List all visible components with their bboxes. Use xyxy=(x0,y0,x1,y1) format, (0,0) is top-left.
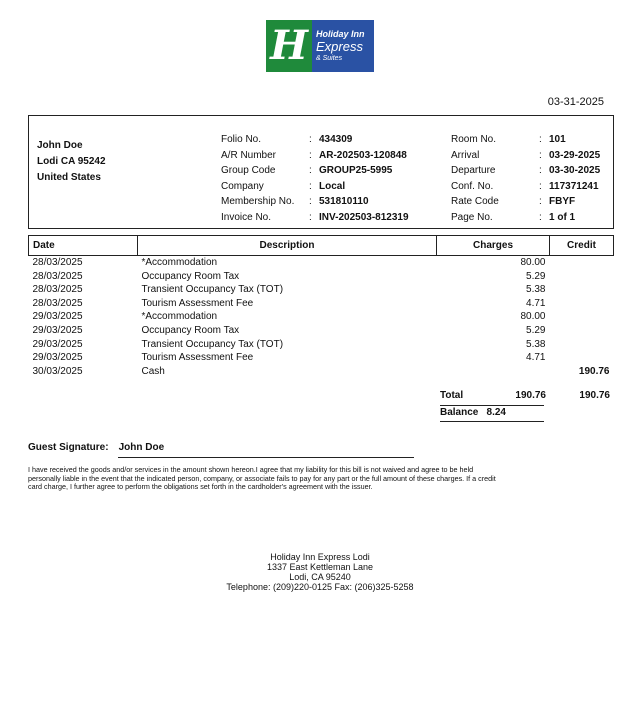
cell-charges: 5.29 xyxy=(526,270,546,282)
field-value: 03-30-2025 xyxy=(549,165,601,177)
table-row xyxy=(29,365,614,379)
balance-divider xyxy=(440,421,544,422)
cell-description: Transient Occupancy Tax (TOT) xyxy=(141,284,284,296)
field-value: 531810110 xyxy=(319,196,369,208)
cell-description: Tourism Assessment Fee xyxy=(141,352,254,364)
cell-date: 29/03/2025 xyxy=(32,352,83,364)
cell-credit xyxy=(550,283,614,297)
field-value: 03-29-2025 xyxy=(549,149,601,161)
hotel-logo xyxy=(266,20,374,72)
cell-credit xyxy=(550,324,614,338)
field-value: INV-202503-812319 xyxy=(319,211,409,223)
cell-charges: 4.71 xyxy=(526,352,546,364)
cell-date: 28/03/2025 xyxy=(32,270,83,282)
field-label: Room No. xyxy=(451,134,497,145)
cell-date: 28/03/2025 xyxy=(32,297,83,309)
cell-date: 29/03/2025 xyxy=(32,338,83,350)
stay-details xyxy=(451,132,600,226)
cell-credit xyxy=(550,351,614,365)
field-value: 434309 xyxy=(319,134,353,145)
cell-credit xyxy=(550,256,614,270)
field-value: 117371241 xyxy=(549,180,599,192)
balance-value: 8.24 xyxy=(486,407,506,418)
field-value: AR-202503-120848 xyxy=(319,149,407,161)
field-value: FBYF xyxy=(549,196,576,208)
cell-charges: 80.00 xyxy=(520,257,546,268)
signature-name: John Doe xyxy=(118,442,165,453)
field-label: Arrival xyxy=(451,149,480,161)
total-credit: 190.76 xyxy=(579,390,610,401)
stay-row: Rate Code : FBYF xyxy=(451,194,600,210)
stay-row: Arrival : 03-29-2025 xyxy=(451,148,600,164)
charges-table xyxy=(28,235,614,378)
liability-disclaimer: I have received the goods and/or services in the amount shown hereon.I agree that my liability for this bill is not waived and agree to be held personally liable in the event that the indicated person, company, or associate fails to pay for any part or the full amount of these charges. If a credit card charge, I further agree to perform the obligations set forth in the cardholder's agreement with the issuer. xyxy=(28,465,496,492)
total-charges: 190.76 xyxy=(515,390,546,401)
table-row xyxy=(29,351,614,365)
cell-description: Transient Occupancy Tax (TOT) xyxy=(141,338,284,350)
logo-wordmark xyxy=(312,20,374,72)
cell-description: *Accommodation xyxy=(141,257,218,268)
table-row xyxy=(29,297,614,311)
table-row xyxy=(29,338,614,352)
total-label: Total xyxy=(440,390,464,401)
cell-description: Cash xyxy=(141,365,165,377)
footer-hotel-name: Holiday Inn Express Lodi xyxy=(270,552,370,562)
cell-date: 28/03/2025 xyxy=(32,257,83,268)
field-label: Rate Code xyxy=(451,196,499,208)
signature-line xyxy=(118,457,414,458)
cell-description: Occupancy Room Tax xyxy=(141,324,240,336)
table-row xyxy=(29,256,614,270)
field-label: Invoice No. xyxy=(221,211,272,223)
folio-row: Folio No. : 434309 xyxy=(221,132,409,148)
guest-country: United States xyxy=(37,172,101,183)
guest-city: Lodi CA 95242 xyxy=(37,156,106,167)
table-row xyxy=(29,324,614,338)
field-value: 101 xyxy=(549,134,566,145)
stay-row: Conf. No. : 117371241 xyxy=(451,179,600,195)
header-date: Date xyxy=(29,236,138,256)
table-row xyxy=(29,283,614,297)
logo-line-3: & Suites xyxy=(316,55,343,62)
stay-row: Page No. : 1 of 1 xyxy=(451,210,600,226)
cell-date: 28/03/2025 xyxy=(32,284,83,296)
table-row xyxy=(29,310,614,324)
folio-row: Invoice No. : INV-202503-812319 xyxy=(221,210,409,226)
cell-description: Tourism Assessment Fee xyxy=(141,297,254,309)
logo-line-1: Holiday Inn xyxy=(316,29,365,39)
cell-charges xyxy=(437,365,550,379)
footer-street: 1337 East Kettleman Lane xyxy=(266,562,374,572)
field-value: Local xyxy=(319,180,346,192)
field-value: 1 of 1 xyxy=(549,211,576,223)
folio-row: Group Code : GROUP25-5995 xyxy=(221,163,409,179)
cell-date: 29/03/2025 xyxy=(32,311,83,323)
header-description: Description xyxy=(138,236,437,256)
field-label: Conf. No. xyxy=(451,180,494,192)
table-header-row xyxy=(29,236,614,256)
logo-line-2: Express xyxy=(316,39,363,54)
cell-credit: 190.76 xyxy=(578,365,610,377)
holiday-inn-h-icon: H xyxy=(270,22,308,69)
stay-row: Departure : 03-30-2025 xyxy=(451,163,600,179)
cell-date: 29/03/2025 xyxy=(32,324,83,336)
cell-charges: 5.38 xyxy=(526,338,546,350)
table-row xyxy=(29,270,614,284)
field-label: A/R Number xyxy=(221,149,277,161)
cell-charges: 5.38 xyxy=(526,284,546,296)
field-label: Group Code xyxy=(221,165,276,177)
field-label: Folio No. xyxy=(221,134,262,145)
totals-divider xyxy=(440,405,544,406)
cell-description: Occupancy Room Tax xyxy=(141,270,240,282)
field-label: Page No. xyxy=(451,211,493,223)
hotel-footer xyxy=(0,552,640,592)
footer-phone: Telephone: (209)220-0125 Fax: (206)325-5258 xyxy=(226,582,414,592)
folio-info-box xyxy=(28,115,614,229)
cell-date: 30/03/2025 xyxy=(32,365,83,377)
cell-charges: 5.29 xyxy=(526,324,546,336)
folio-details xyxy=(221,132,409,226)
cell-description: *Accommodation xyxy=(141,311,218,323)
signature-label: Guest Signature: xyxy=(28,442,109,453)
folio-row: Company : Local xyxy=(221,179,409,195)
guest-address xyxy=(37,138,106,186)
cell-credit xyxy=(550,297,614,311)
header-charges: Charges xyxy=(437,236,550,256)
footer-city: Lodi, CA 95240 xyxy=(289,572,351,582)
balance-label: Balance xyxy=(440,407,479,418)
cell-credit xyxy=(550,338,614,352)
field-label: Company xyxy=(221,180,264,192)
cell-credit xyxy=(550,310,614,324)
folio-row: A/R Number : AR-202503-120848 xyxy=(221,148,409,164)
stay-row: Room No. : 101 xyxy=(451,132,600,148)
guest-signature xyxy=(28,442,164,453)
field-value: GROUP25-5995 xyxy=(319,165,393,177)
cell-charges: 80.00 xyxy=(520,311,546,323)
folio-row: Membership No. : 531810110 xyxy=(221,194,409,210)
field-label: Departure xyxy=(451,165,496,177)
guest-name: John Doe xyxy=(37,140,83,151)
header-credit: Credit xyxy=(550,236,614,256)
cell-charges: 4.71 xyxy=(526,297,546,309)
cell-credit xyxy=(550,270,614,284)
print-date: 03-31-2025 xyxy=(547,96,604,108)
field-label: Membership No. xyxy=(221,196,295,208)
